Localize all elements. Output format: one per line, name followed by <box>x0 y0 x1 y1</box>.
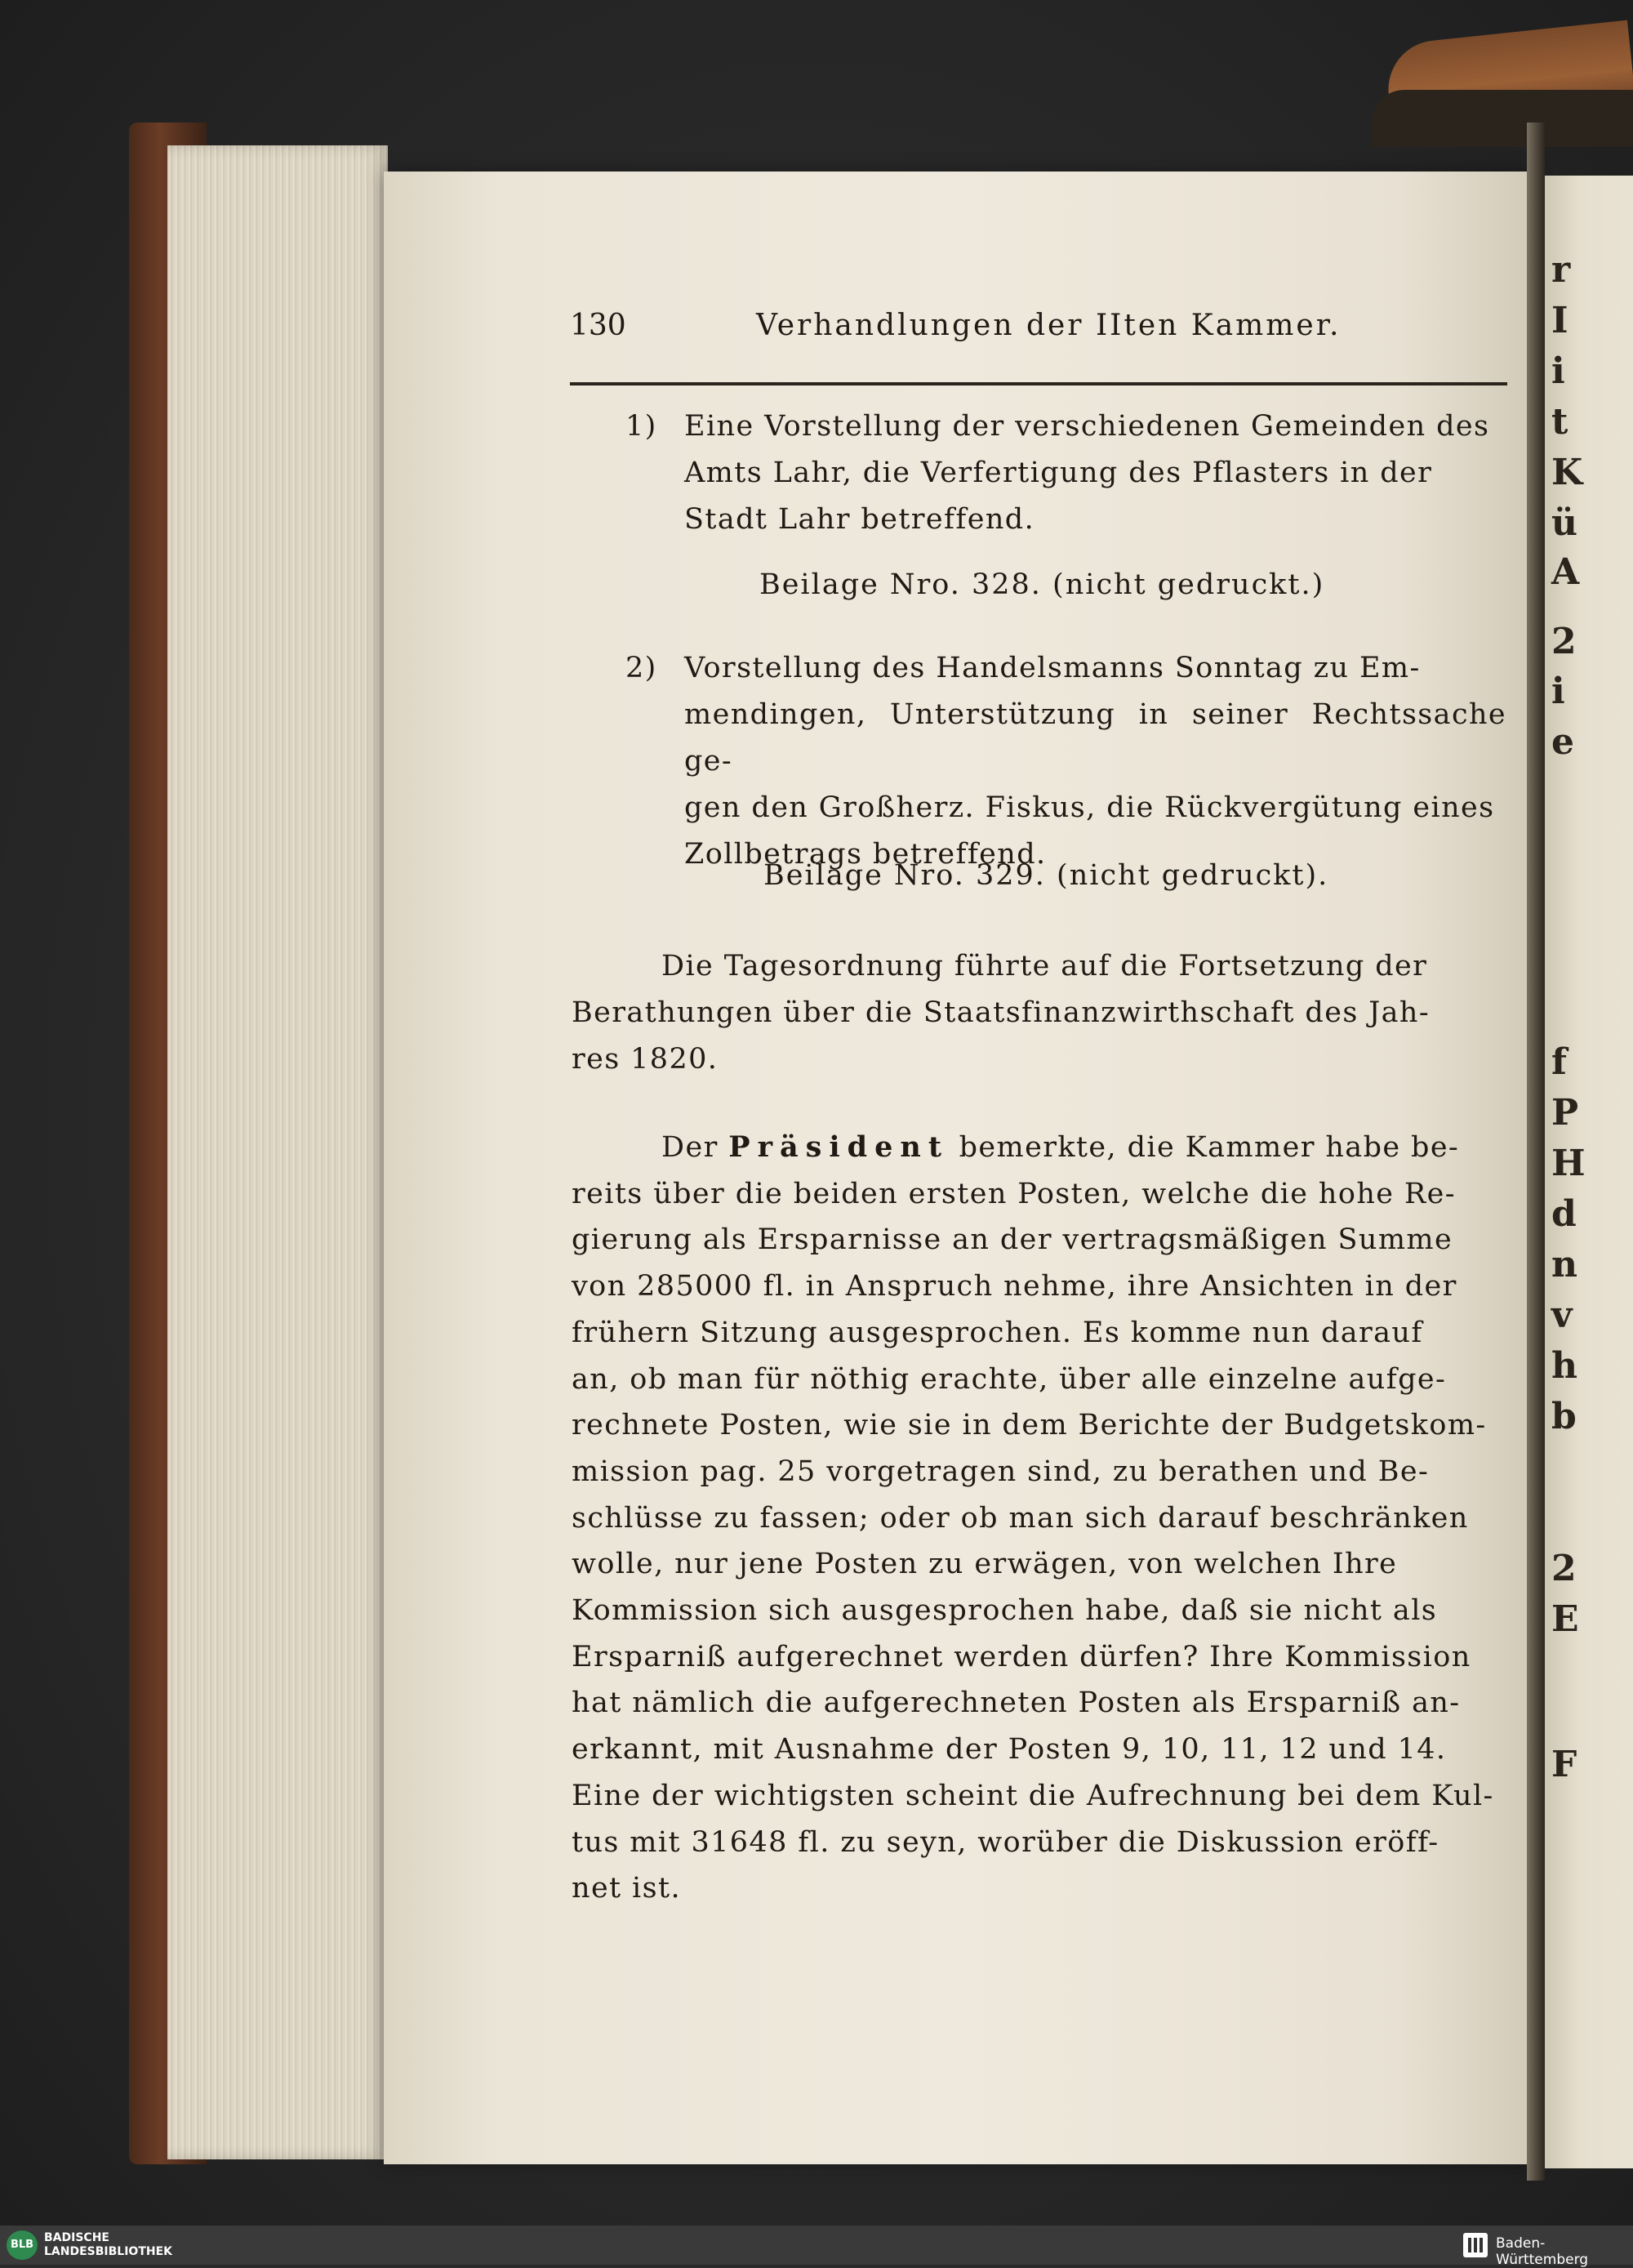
header-rule <box>570 382 1507 385</box>
facing-page-glyph: H <box>1551 1143 1586 1184</box>
facing-page-glyph: A <box>1551 551 1580 593</box>
blb-logo-icon: BLB <box>7 2230 38 2260</box>
blb-line-2: LANDESBIBLIOTHEK <box>44 2245 173 2258</box>
paragraph-line: Kommission sich ausgesprochen habe, daß sie nicht als <box>572 1594 1438 1628</box>
paragraph-line: mission pag. 25 vorgetragen sind, zu berathen und Be- <box>572 1455 1430 1488</box>
paragraph-line: res 1820. <box>572 1043 719 1076</box>
paragraph-intro: Der <box>661 1131 719 1164</box>
paragraph-line: gierung als Ersparnisse an der vertragsmäßigen Summe <box>572 1223 1453 1257</box>
paragraph-line: hat nämlich die aufgerechneten Posten als Ersparniß an- <box>572 1687 1461 1720</box>
paragraph-praesident <box>572 1125 1507 1912</box>
facing-page-glyph: i <box>1551 671 1565 712</box>
facing-page-glyph: i <box>1551 350 1565 392</box>
facing-page-glyph: I <box>1551 300 1568 341</box>
facing-page-glyph: P <box>1551 1092 1579 1134</box>
item-line: Amts Lahr, die Verfertigung des Pflasters in der <box>684 457 1433 489</box>
book-gutter <box>1527 123 1545 2181</box>
paragraph-line: schlüsse zu fassen; oder ob man sich darauf beschränken <box>572 1501 1469 1535</box>
blb-wordmark <box>44 2231 172 2259</box>
paragraph-line <box>572 1125 1507 1171</box>
baden-wuerttemberg-icon <box>1463 2233 1488 2257</box>
blb-line-1: BADISCHE <box>44 2231 109 2244</box>
item-line: Zollbetrags betreffend. <box>684 838 1047 871</box>
paragraph-line: Berathungen über die Staatsfinanzwirthschaft des Jah- <box>572 996 1431 1029</box>
running-title: Verhandlungen der IIten Kammer. <box>756 309 1342 342</box>
facing-page-glyph: b <box>1551 1396 1577 1437</box>
paragraph-tagesordnung <box>572 943 1507 1083</box>
paragraph-line: erkannt, mit Ausnahme der Posten 9, 10, 11, 12 und 14. <box>572 1733 1447 1767</box>
item-line: Vorstellung des Handelsmanns Sonntag zu Em- <box>684 652 1421 684</box>
facing-page-glyph: f <box>1551 1041 1567 1083</box>
list-item-2 <box>572 645 1506 878</box>
facing-page-glyph: K <box>1551 452 1583 493</box>
paragraph-line: net ist. <box>572 1872 681 1905</box>
paragraph-line: Ersparniß aufgerechnet werden dürfen? Ihre Kommission <box>572 1640 1471 1673</box>
facing-page-glyph: E <box>1551 1598 1579 1640</box>
facing-page-glyph: t <box>1551 401 1568 443</box>
paragraph-line: an, ob man für nöthig erachte, über alle einzelne aufge- <box>572 1362 1447 1396</box>
item-line: Stadt Lahr betreffend. <box>684 503 1035 536</box>
item-line: Eine Vorstellung der verschiedenen Gemeinden des <box>684 410 1490 443</box>
paragraph-line: frühern Sitzung ausgesprochen. Es komme nun darauf <box>572 1316 1423 1349</box>
facing-page-glyph: n <box>1551 1244 1577 1285</box>
facing-page-glyph: h <box>1551 1345 1577 1387</box>
paragraph-line: von 285000 fl. in Anspruch nehme, ihre Ansichten in der <box>572 1270 1457 1303</box>
facing-page-fragment <box>1545 176 1633 2168</box>
paragraph-line: rechnete Posten, wie sie in dem Berichte der Budgetskom- <box>572 1409 1487 1442</box>
facing-page-glyph: F <box>1551 1744 1577 1785</box>
running-header <box>570 309 1509 356</box>
facing-page-glyph: 2 <box>1551 1548 1577 1589</box>
paragraph-line-rest: bemerkte, die Kammer habe be- <box>959 1131 1460 1164</box>
paragraph-line: reits über die beiden ersten Posten, welche die hohe Re- <box>572 1177 1456 1210</box>
facing-page-glyph: ü <box>1551 502 1577 544</box>
book-headband <box>1372 90 1633 147</box>
item-number: 2) <box>625 652 657 684</box>
paragraph-line: tus mit 31648 fl. zu seyn, worüber die Diskussion eröff- <box>572 1825 1439 1859</box>
page-stack-edges <box>167 145 388 2159</box>
item-line: mendingen, Unterstützung in seiner Rechtssache ge- <box>684 698 1506 778</box>
page-number: 130 <box>570 309 626 342</box>
facing-page-glyph: r <box>1551 249 1571 291</box>
footer-bar <box>0 2226 1633 2268</box>
paragraph-lines <box>572 1171 1507 1912</box>
facing-page-glyph: 2 <box>1551 621 1577 662</box>
facing-page-glyph: v <box>1551 1294 1573 1336</box>
facing-page-glyph: d <box>1551 1193 1577 1235</box>
list-item-1 <box>572 403 1506 543</box>
facing-page-glyph: e <box>1551 721 1574 763</box>
item-number: 1) <box>625 410 657 443</box>
beilage-note-1: Beilage Nro. 328. (nicht gedruckt.) <box>759 568 1325 601</box>
beilage-note-2: Beilage Nro. 329. (nicht gedruckt). <box>763 859 1329 892</box>
paragraph-line: wolle, nur jene Posten zu erwägen, von welchen Ihre <box>572 1548 1398 1581</box>
speaker-name: Präsident <box>728 1130 950 1164</box>
paragraph-line: Die Tagesordnung führte auf die Fortsetzung der <box>661 950 1428 983</box>
baden-wuerttemberg-label: Baden-Württemberg <box>1496 2235 1589 2268</box>
item-line: gen den Großherz. Fiskus, die Rückvergütung eines <box>684 791 1495 824</box>
paragraph-line: Eine der wichtigsten scheint die Aufrechnung bei dem Kul- <box>572 1779 1494 1812</box>
